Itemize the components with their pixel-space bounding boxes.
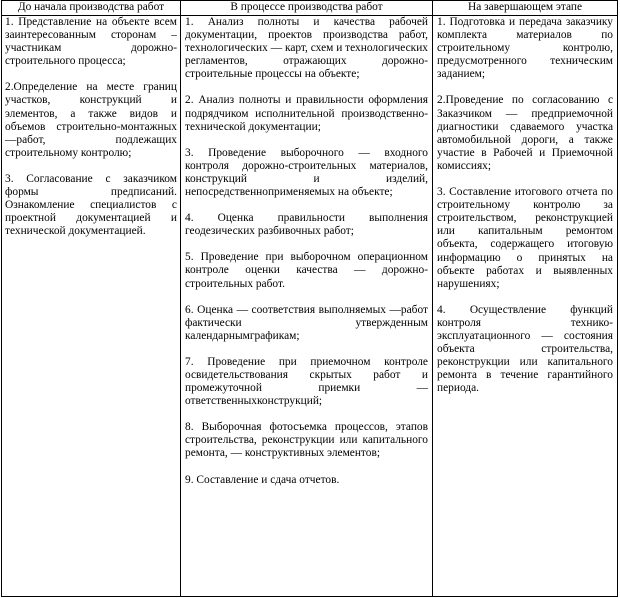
cell-final-stage [433, 16, 618, 597]
list-item: 1. Представление на объекте всем заинтересованным сторонам – участникам дорожно-строительного процесса; [5, 16, 177, 68]
list-item: 8. Выборочная фотосъемка процессов, этапов строительства, реконструкции или капитального ремонта, — конструктивных элементов; [185, 421, 428, 460]
list-item: 3. Согласование с заказчиком формы предписаний. Ознакомление специалистов с проектной документацией и технической документацией. [5, 172, 177, 238]
list-item: 3. Составление итогового отчета по строительному контролю за строительством, реконструкцией или капитальным ремонтом объекта, содержащего итоговую информацию о принятых на объекте работах и выявленных нарушениях; [437, 186, 613, 290]
works-table [1, 0, 618, 597]
list-item: 4. Осуществление функций контроля технико-эксплуатационного — состояния объекта строительства, реконструкции или капитального ремонта в течение гарантийного периода. [437, 303, 613, 395]
list-item: 4. Оценка правильности выполнения геодезических разбивочных работ; [185, 212, 428, 238]
header-final-stage: На завершающем этапе [433, 1, 618, 16]
content-row [2, 16, 618, 597]
cell-during-works [181, 16, 433, 597]
list-item: 2. Анализ полноты и правильности оформления подрядчиком исполнительной производственно-технической документации; [185, 94, 428, 133]
list-item: 2.Определение на месте границ участков, конструкций и элементов, а также видов и объемов строительно-монтажных—работ, подлежащих строительному контролю; [5, 81, 177, 159]
header-before-works: До начала производства работ [2, 1, 181, 16]
header-row [2, 1, 618, 16]
list-item: 1. Подготовка и передача заказчику комплекта материалов по строительному контролю, предусмотренного техническим заданием; [437, 16, 613, 81]
list-item: 2.Проведение по согласованию с Заказчиком — предприемочной диагностики сдаваемого участка автомобильной дороги, а также участие в Рабочей и Приемочной комиссиях; [437, 94, 613, 172]
list-item: 5. Проведение при выборочном операционном контроле оценки качества — дорожно- строительных работ. [185, 251, 428, 290]
list-item: 9. Составление и сдача отчетов. [185, 473, 340, 486]
header-during-works: В процессе производства работ [181, 1, 433, 16]
list-item: 1. Анализ полноты и качества рабочей документации, проектов производства работ, технологических — карт, схем и технологических регламентов, отражающих дорожно-строительные процессы на объекте; [185, 16, 428, 81]
cell-before-works [2, 16, 181, 597]
list-item: 3. Проведение выборочного — входного контроля дорожно-строительных материалов, конструкций и изделий, непосредственноприменяемых на объекте; [185, 146, 428, 199]
list-item: 6. Оценка — соответствия выполняемых —работ фактически утвержденным календарнымграфикам; [185, 303, 428, 342]
list-item: 7. Проведение при приемочном контроле освидетельствования скрытых работ и промежуточной приемки — ответственныхконструкций; [185, 355, 428, 408]
